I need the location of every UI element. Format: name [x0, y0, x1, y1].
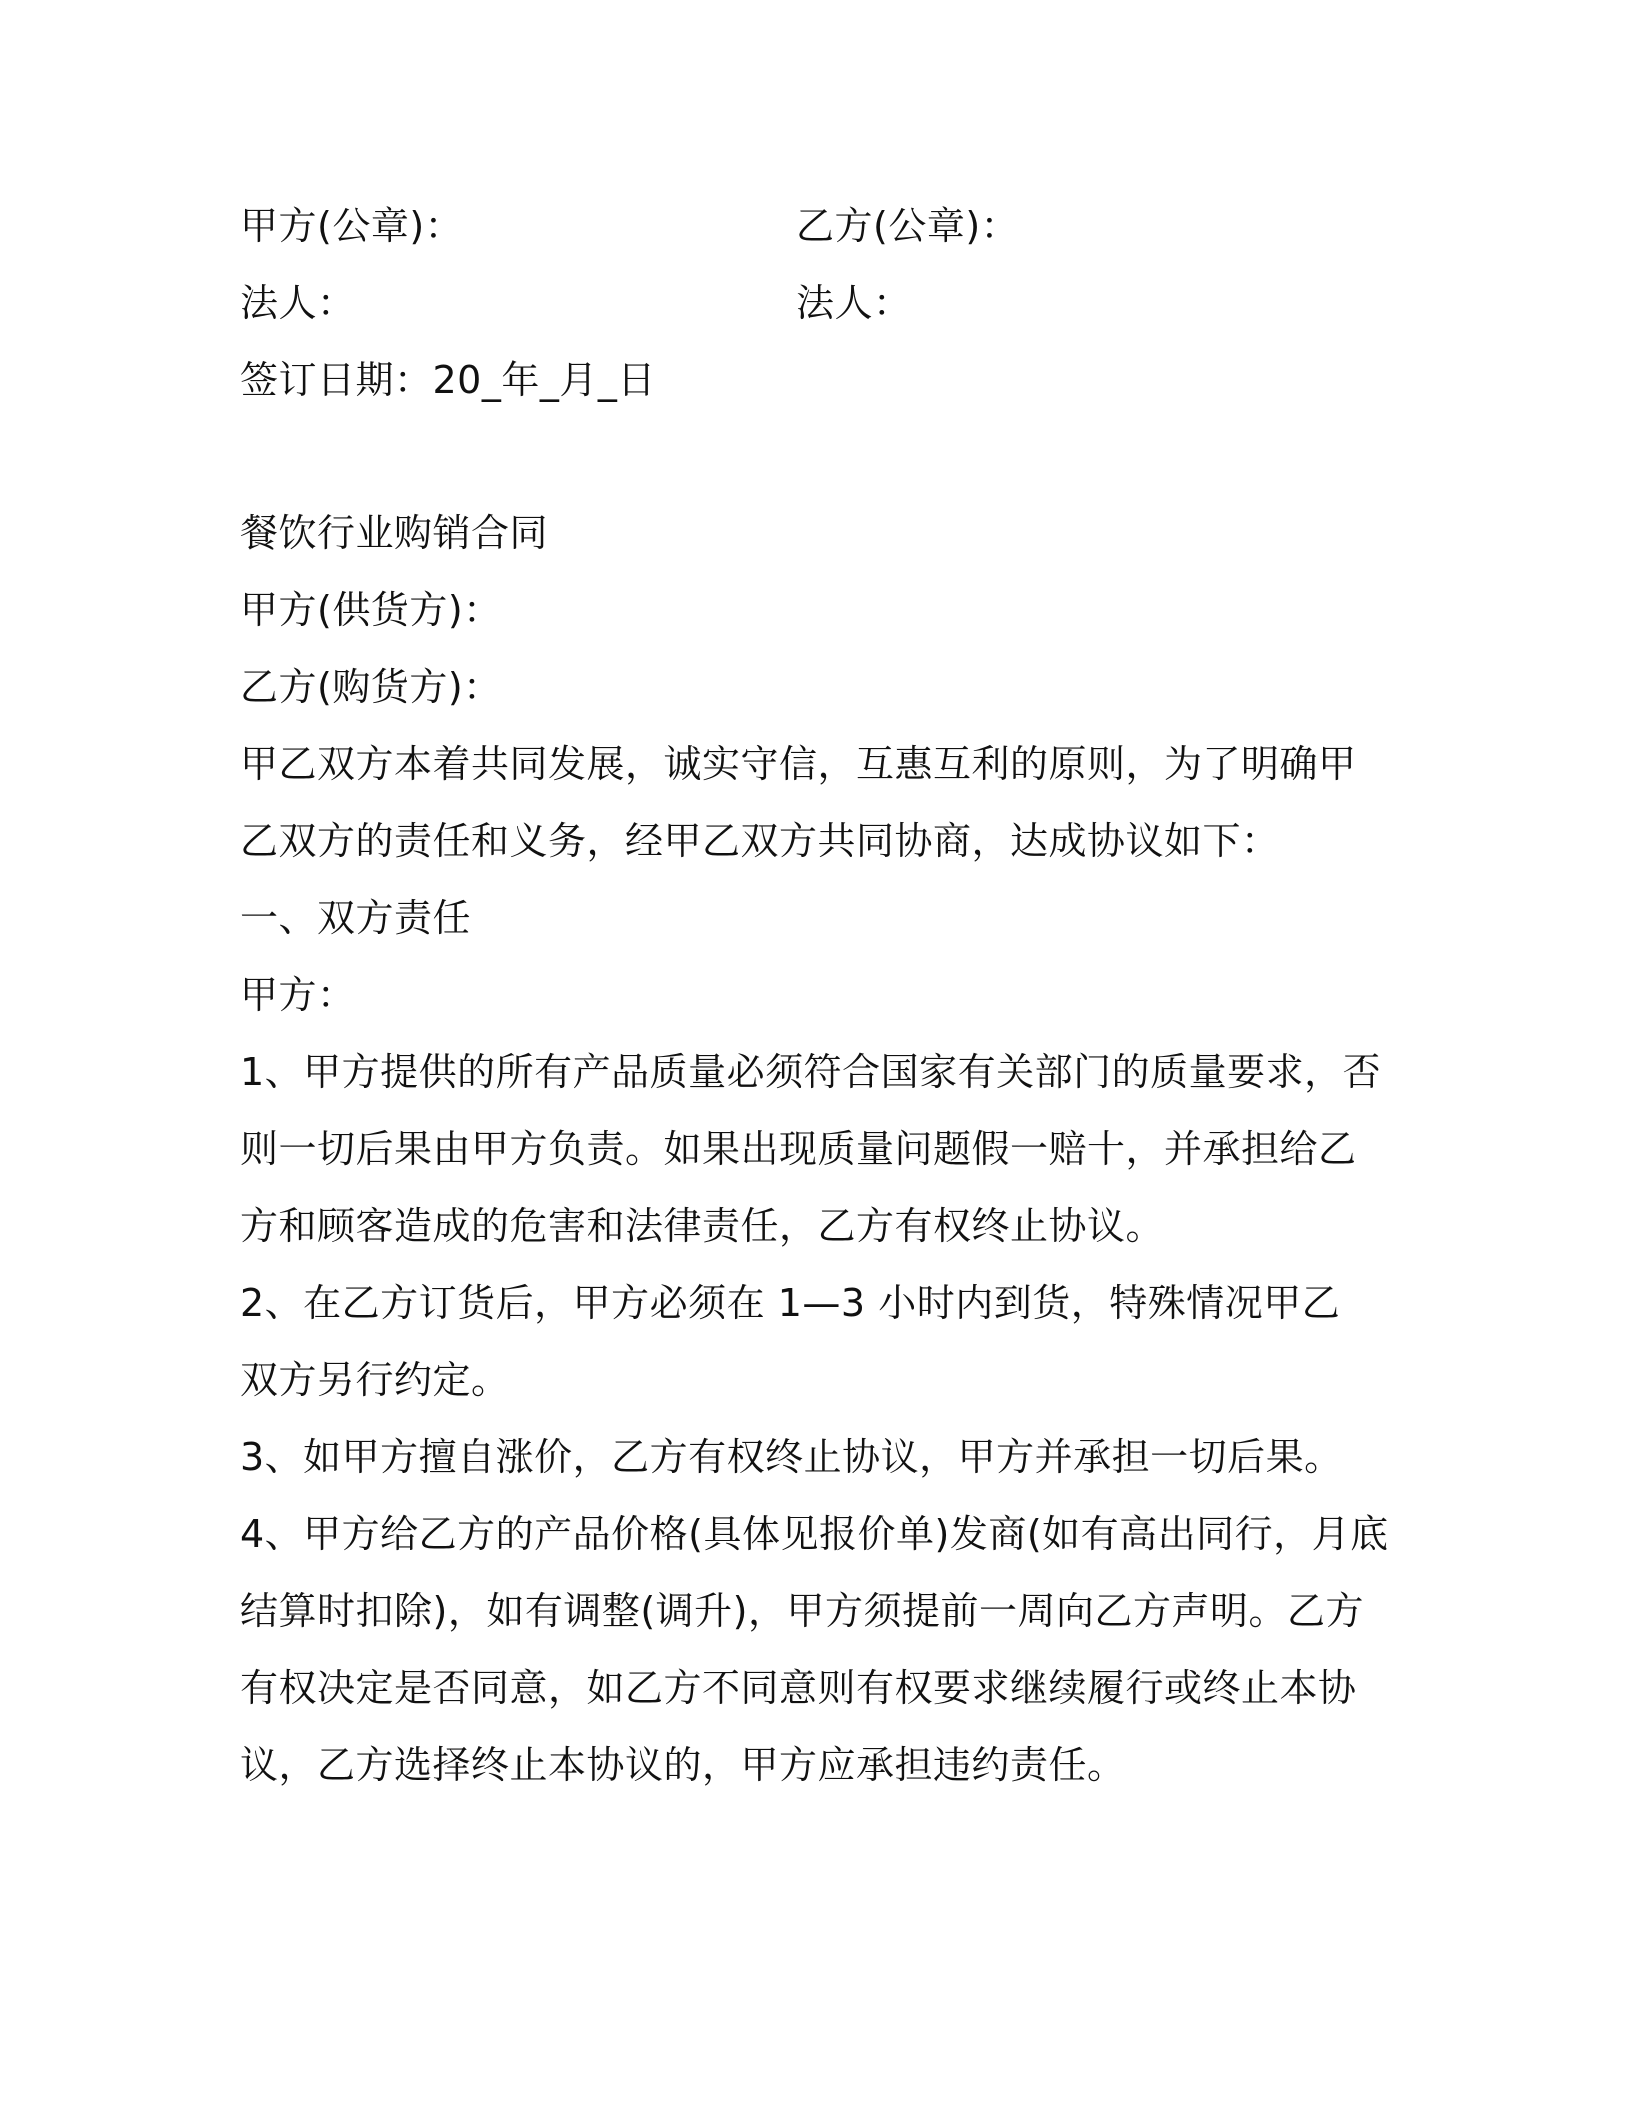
party-a-seal-label: 甲方(公章)： [240, 204, 464, 248]
document-body [240, 188, 1390, 1804]
sign-date: 签订日期：20_年_月_日 [240, 358, 656, 402]
party-b-buyer: 乙方(购货方)： [240, 665, 502, 709]
clause-4: 4、甲方给乙方的产品价格(具体见报价单)发商(如有高出同行，月底结算时扣除)，如有调整(调升)，甲方须提前一周向乙方声明。乙方有权决定是否同意，如乙方不同意则有权要求继续履行或终止本协议，乙方选择终止本协议的，甲方应承担违约责任。 [240, 1512, 1389, 1787]
clause-1: 1、甲方提供的所有产品质量必须符合国家有关部门的质量要求，否则一切后果由甲方负责。如果出现质量问题假一赔十，并承担给乙方和顾客造成的危害和法律责任，乙方有权终止协议。 [240, 1050, 1382, 1248]
clause-3: 3、如甲方擅自涨价，乙方有权终止协议，甲方并承担一切后果。 [240, 1435, 1343, 1479]
party-b-seal-label: 乙方(公章)： [796, 204, 1020, 248]
preamble-paragraph: 甲乙双方本着共同发展，诚实守信，互惠互利的原则，为了明确甲乙双方的责任和义务，经甲乙双方共同协商，达成协议如下： [240, 742, 1357, 863]
party-a-label: 甲方： [240, 973, 356, 1017]
legal-rep-row [240, 265, 1390, 342]
party-a-legal-label: 法人： [240, 281, 356, 325]
contract-title: 餐饮行业购销合同 [240, 511, 549, 555]
seal-row [240, 188, 1390, 265]
section-heading: 一、双方责任 [240, 896, 472, 940]
spacer [240, 419, 1390, 495]
party-a-supplier: 甲方(供货方)： [240, 588, 502, 632]
party-b-legal-label: 法人： [796, 281, 912, 325]
clause-2: 2、在乙方订货后，甲方必须在 1—3 小时内到货，特殊情况甲乙双方另行约定。 [240, 1281, 1341, 1402]
